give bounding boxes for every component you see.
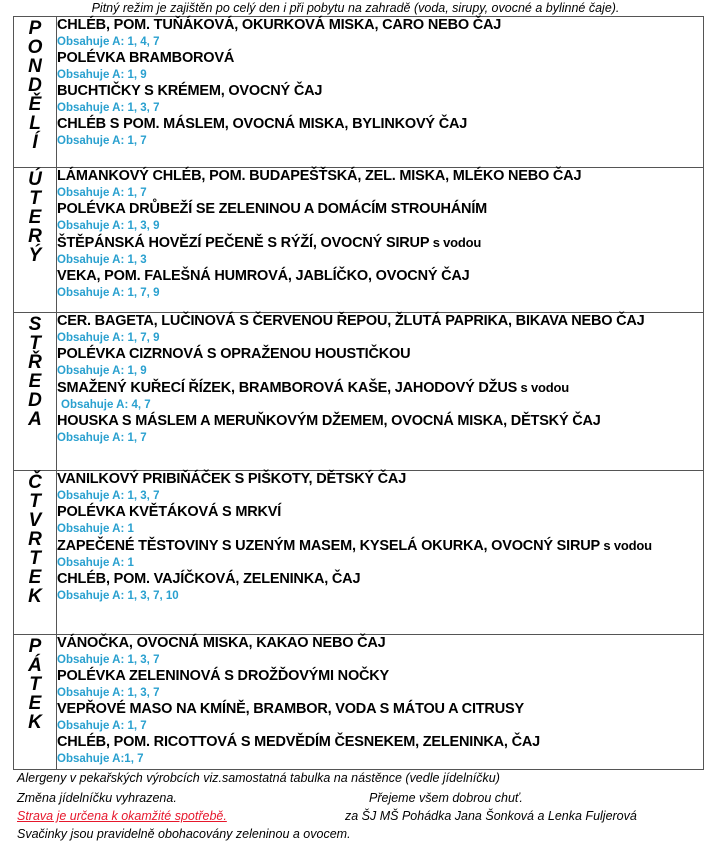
meal-item <box>57 668 703 685</box>
meal-text: POLÉVKA BRAMBOROVÁ <box>57 50 235 66</box>
day-letter: T <box>29 188 41 209</box>
meals-cell <box>57 635 704 770</box>
meal-text: ZAPEČENÉ TĚSTOVINY S UZENÝM MASEM, KYSELÁ OKURKA, OVOCNÝ SIRUP <box>57 538 600 554</box>
meal-suffix: s vodou <box>517 380 569 395</box>
signature: za ŠJ MŠ Pohádka Jana Šonková a Lenka Fuljerová <box>345 809 637 823</box>
meal-item <box>57 471 703 488</box>
meal-text: VEPŘOVÉ MASO NA KMÍNĚ, BRAMBOR, VODA S MÁTOU A CITRUSY <box>57 701 524 717</box>
day-letter: R <box>28 529 42 550</box>
day-letter: D <box>28 75 42 96</box>
day-letter: Ě <box>28 94 42 115</box>
wish-note: Přejeme všem dobrou chuť. <box>369 791 523 805</box>
meal-item <box>57 201 703 218</box>
meal-item <box>57 379 703 397</box>
meal-text: CHLÉB, POM. VAJÍČKOVÁ, ZELENINKA, ČAJ <box>57 571 361 587</box>
meal-item <box>57 313 703 330</box>
allergen-info: Obsahuje A:1, 7 <box>57 753 144 765</box>
meal-text: VEKA, POM. FALEŠNÁ HUMROVÁ, JABLÍČKO, OVOCNÝ ČAJ <box>57 268 470 284</box>
meal-text: CER. BAGETA, LUČINOVÁ S ČERVENOU ŘEPOU, ŽLUTÁ PAPRIKA, BIKAVA NEBO ČAJ <box>57 313 645 329</box>
allergen-info: Obsahuje A: 1, 7 <box>57 187 147 199</box>
day-letter: E <box>28 693 42 714</box>
meal-text: POLÉVKA KVĚTÁKOVÁ S MRKVÍ <box>57 504 282 520</box>
day-letter: A <box>28 409 42 430</box>
allergen-info: Obsahuje A: 1, 7, 9 <box>57 287 160 299</box>
day-letter: E <box>28 567 42 588</box>
allergen-info: Obsahuje A: 1, 3, 7 <box>57 687 160 699</box>
meal-text: BUCHTIČKY S KRÉMEM, OVOCNÝ ČAJ <box>57 83 323 99</box>
meal-item <box>57 268 703 285</box>
meal-item <box>57 701 703 718</box>
day-letter: V <box>28 510 42 531</box>
meals-cell <box>57 313 704 471</box>
day-name-cell <box>14 635 57 770</box>
day-name-cell <box>14 471 57 635</box>
allergen-info: Obsahuje A: 1, 9 <box>57 365 147 377</box>
meal-item <box>57 116 703 133</box>
day-letter: Ř <box>28 352 42 373</box>
day-letter: S <box>28 314 42 335</box>
allergens-note: Alergeny v pekařských výrobcích viz.samostatná tabulka na nástěnce (vedle jídelníčku) <box>17 771 500 785</box>
meal-text: CHLÉB, POM. RICOTTOVÁ S MEDVĚDÍM ČESNEKEM, ZELENINKA, ČAJ <box>57 734 540 750</box>
allergen-info: Obsahuje A: 1, 3, 9 <box>57 220 160 232</box>
meal-item <box>57 413 703 430</box>
day-letter: P <box>28 18 42 39</box>
meal-item <box>57 734 703 751</box>
allergen-info: Obsahuje A: 4, 7 <box>61 399 151 411</box>
allergen-info: Obsahuje A: 1, 9 <box>57 69 147 81</box>
meal-text: LÁMANKOVÝ CHLÉB, POM. BUDAPEŠŤSKÁ, ZEL. MISKA, MLÉKO NEBO ČAJ <box>57 168 582 184</box>
meals-cell <box>57 168 704 313</box>
meal-item <box>57 346 703 363</box>
meal-text: VANILKOVÝ PRIBIŇÁČEK S PIŠKOTY, DĚTSKÝ ČAJ <box>57 471 407 487</box>
changes-note: Změna jídelníčku vyhrazena. <box>17 791 177 805</box>
consumption-note: Strava je určena k okamžité spotřebě. <box>17 809 227 823</box>
meal-text: VÁNOČKA, OVOCNÁ MISKA, KAKAO NEBO ČAJ <box>57 635 386 651</box>
day-letter: T <box>29 674 41 695</box>
meals-cell <box>57 17 704 168</box>
day-letter: E <box>28 207 42 228</box>
meal-text: POLÉVKA ZELENINOVÁ S DROŽĎOVÝMI NOČKY <box>57 668 390 684</box>
day-row <box>14 471 704 635</box>
meal-text: HOUSKA S MÁSLEM A MERUŇKOVÝM DŽEMEM, OVOCNÁ MISKA, DĚTSKÝ ČAJ <box>57 413 601 429</box>
allergen-info: Obsahuje A: 1, 3, 7 <box>57 102 160 114</box>
meal-item <box>57 635 703 652</box>
meal-item <box>57 234 703 252</box>
day-row <box>14 17 704 168</box>
day-name-cell <box>14 313 57 471</box>
day-letter: K <box>28 586 42 607</box>
day-letter: Í <box>32 132 38 153</box>
allergen-info: Obsahuje A: 1, 7 <box>57 720 147 732</box>
meal-item <box>57 168 703 185</box>
day-letter: Č <box>28 472 42 493</box>
meal-text: SMAŽENÝ KUŘECÍ ŘÍZEK, BRAMBOROVÁ KAŠE, JAHODOVÝ DŽUS <box>57 380 518 396</box>
allergen-info: Obsahuje A: 1, 7 <box>57 432 147 444</box>
meal-text: POLÉVKA CIZRNOVÁ S OPRAŽENOU HOUSTIČKOU <box>57 346 411 362</box>
meal-item <box>57 83 703 100</box>
day-letter: T <box>29 548 41 569</box>
meal-suffix: s vodou <box>599 538 652 553</box>
allergen-info: Obsahuje A: 1, 7, 9 <box>57 332 160 344</box>
day-letter: L <box>29 113 41 134</box>
meal-text: ŠTĚPÁNSKÁ HOVĚZÍ PEČENĚ S RÝŽÍ, OVOCNÝ SIRUP <box>57 235 430 251</box>
day-letter: O <box>27 37 43 58</box>
day-name-cell <box>14 17 57 168</box>
allergen-info: Obsahuje A: 1, 7 <box>57 135 147 147</box>
meals-cell <box>57 471 704 635</box>
day-letter: Ú <box>28 169 42 190</box>
day-row <box>14 313 704 471</box>
day-row <box>14 168 704 313</box>
day-letter: N <box>28 56 42 77</box>
allergen-info: Obsahuje A: 1, 3, 7 <box>57 654 160 666</box>
day-row <box>14 635 704 770</box>
weekly-menu-table <box>13 16 704 770</box>
meal-item <box>57 537 703 555</box>
day-letter: K <box>28 712 42 733</box>
meal-text: CHLÉB S POM. MÁSLEM, OVOCNÁ MISKA, BYLINKOVÝ ČAJ <box>57 116 468 132</box>
meal-item <box>57 50 703 67</box>
allergen-info: Obsahuje A: 1, 4, 7 <box>57 36 160 48</box>
day-letter: R <box>28 226 42 247</box>
meal-suffix: s vodou <box>429 235 482 250</box>
day-name-cell <box>14 168 57 313</box>
day-letter: Á <box>28 655 42 676</box>
allergen-info: Obsahuje A: 1, 3, 7, 10 <box>57 590 179 602</box>
snacks-note: Svačinky jsou pravidelně obohacovány zeleninou a ovocem. <box>17 827 351 841</box>
day-letter: T <box>29 333 41 354</box>
day-letter: P <box>28 636 42 657</box>
day-letter: Ý <box>28 245 42 266</box>
allergen-info: Obsahuje A: 1 <box>57 523 134 535</box>
meal-item <box>57 504 703 521</box>
day-letter: E <box>28 371 42 392</box>
allergen-info: Obsahuje A: 1 <box>57 557 134 569</box>
meal-text: CHLÉB, POM. TUŇÁKOVÁ, OKURKOVÁ MISKA, CARO NEBO ČAJ <box>57 17 502 33</box>
allergen-info: Obsahuje A: 1, 3, 7 <box>57 490 160 502</box>
meal-item <box>57 571 703 588</box>
allergen-info: Obsahuje A: 1, 3 <box>57 254 147 266</box>
meal-text: POLÉVKA DRŮBEŽÍ SE ZELENINOU A DOMÁCÍM STROUHÁNÍM <box>57 201 488 217</box>
day-letter: D <box>28 390 42 411</box>
meal-item <box>57 17 703 34</box>
pitny-rezim-note: Pitný režim je zajištěn po celý den i při pobytu na zahradě (voda, sirupy, ovocné a bylinné čaje). <box>91 1 620 15</box>
day-letter: T <box>29 491 41 512</box>
